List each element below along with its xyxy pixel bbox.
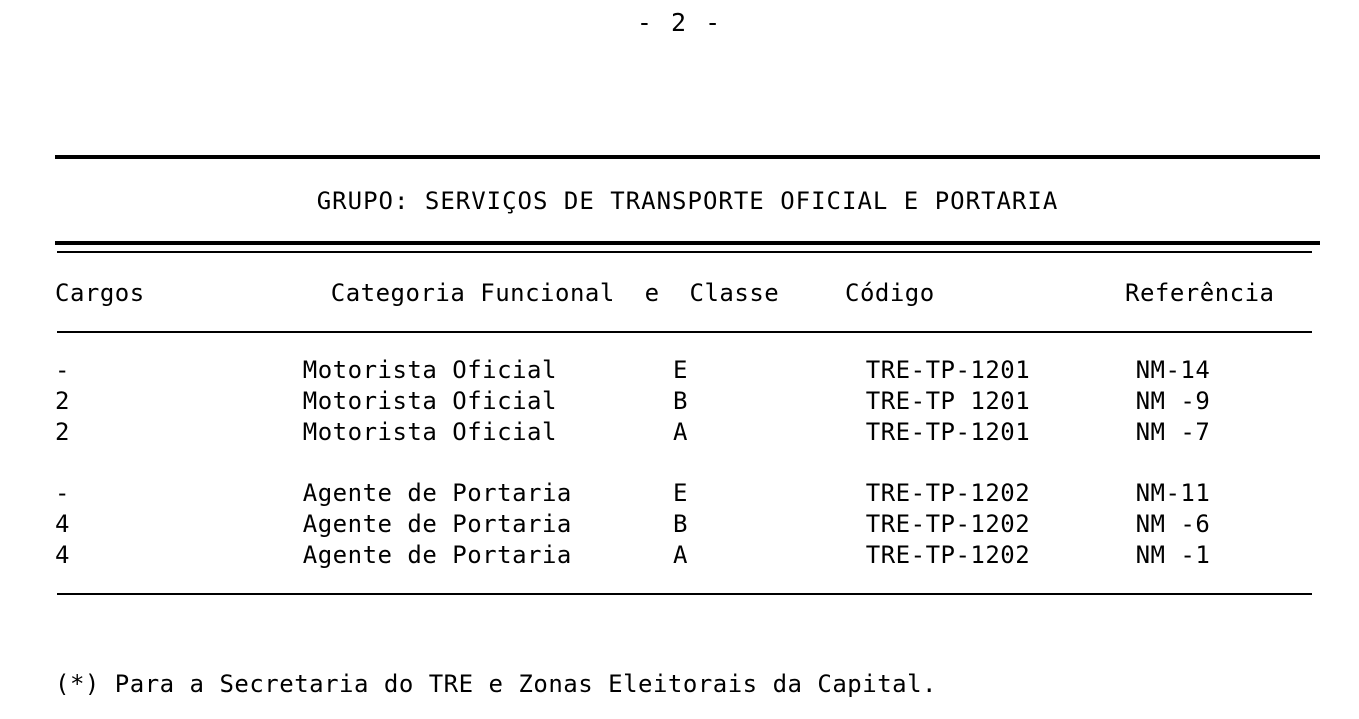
- cell-categoria: Agente de Portaria: [302, 510, 572, 538]
- cell-cargos: -: [55, 356, 70, 384]
- cargos-table: [55, 155, 1320, 595]
- header-cargos: Cargos: [55, 279, 145, 307]
- cell-referencia: NM -1: [1135, 541, 1211, 569]
- cell-classe: A: [672, 541, 688, 569]
- header-categoria-classe: Categoria Funcional e Classe: [330, 279, 780, 307]
- cell-cargos: 2: [55, 387, 70, 415]
- cell-referencia: NM -9: [1135, 387, 1211, 415]
- cell-codigo: TRE-TP-1202: [865, 541, 1031, 569]
- table-row: [55, 417, 1320, 448]
- cell-codigo: TRE-TP-1201: [865, 418, 1031, 446]
- footnote: (*) Para a Secretaria do TRE e Zonas Eleitorais da Capital.: [55, 670, 938, 698]
- cell-classe: E: [672, 479, 688, 507]
- cell-cargos: 2: [55, 418, 70, 446]
- cell-codigo: TRE-TP-1202: [865, 479, 1031, 507]
- body-bottom-spacer: [55, 571, 1320, 593]
- cell-codigo: TRE-TP-1201: [865, 356, 1031, 384]
- table-row: [55, 540, 1320, 571]
- table-header: [55, 253, 1320, 331]
- cell-codigo: TRE-TP-1202: [865, 510, 1031, 538]
- cell-classe: B: [672, 387, 688, 415]
- body-top-spacer: [55, 333, 1320, 355]
- header-referencia: Referência: [1125, 279, 1275, 307]
- cell-categoria: Motorista Oficial: [302, 356, 557, 384]
- table-row: [55, 478, 1320, 509]
- cell-categoria: Agente de Portaria: [302, 541, 572, 569]
- group-title: GRUPO: SERVIÇOS DE TRANSPORTE OFICIAL E PORTARIA: [316, 187, 1059, 215]
- cell-categoria: Motorista Oficial: [302, 387, 557, 415]
- cell-referencia: NM-14: [1135, 356, 1211, 384]
- header-row: [55, 253, 1320, 331]
- cell-classe: B: [672, 510, 688, 538]
- cell-cargos: 4: [55, 541, 70, 569]
- table-body: [55, 333, 1320, 593]
- cell-categoria: Motorista Oficial: [302, 418, 557, 446]
- cell-categoria: Agente de Portaria: [302, 479, 572, 507]
- cell-cargos: -: [55, 479, 70, 507]
- page-number: - 2 -: [636, 8, 723, 37]
- block-separator: [55, 448, 1320, 478]
- cell-referencia: NM -6: [1135, 510, 1211, 538]
- table-bottom-rule: [57, 593, 1312, 595]
- cell-referencia: NM -7: [1135, 418, 1211, 446]
- header-codigo: Código: [845, 279, 935, 307]
- cell-classe: A: [672, 418, 688, 446]
- table-row: [55, 509, 1320, 540]
- cell-codigo: TRE-TP 1201: [865, 387, 1031, 415]
- cell-referencia: NM-11: [1135, 479, 1211, 507]
- table-row: [55, 355, 1320, 386]
- table-grid: [55, 253, 1320, 331]
- cell-classe: E: [672, 356, 688, 384]
- table-body-grid: [55, 333, 1320, 593]
- cell-cargos: 4: [55, 510, 70, 538]
- table-row: [55, 386, 1320, 417]
